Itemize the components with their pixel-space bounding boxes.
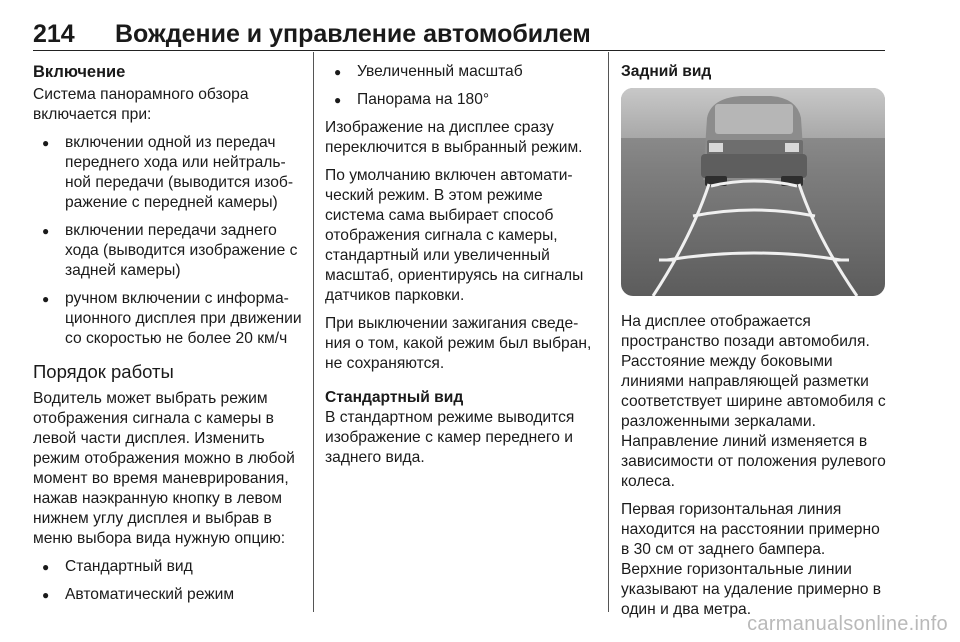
column-3 xyxy=(621,62,889,628)
chapter-title: Вождение и управление автомобилем xyxy=(115,20,591,48)
subheading-rear-view: Задний вид xyxy=(621,63,712,80)
view-options-list-cont xyxy=(325,62,597,110)
paragraph: В стандартном режиме выводится изображение с камер переднего и заднего вида. xyxy=(325,409,575,466)
page-header xyxy=(33,18,885,51)
paragraph: На дисплее отображается пространство позади автомобиля. Расстояние между боковыми линиями направляющей разметки соответствует ширине автомобиля с разложенными зеркалами. Направление линий изменяется в зависимости от положения рулевого колеса. xyxy=(621,313,886,490)
subheading-standard-view: Стандартный вид xyxy=(325,389,464,406)
view-options-list xyxy=(33,557,303,605)
paragraph: Первая горизонтальная линия находится на расстоянии примерно в 30 см от заднего бампера. Верхние горизонтальные линии указывают на удаление примерно в один и два метра. xyxy=(621,501,881,618)
intro-text: Система панорамного обзора включается при: xyxy=(33,86,249,123)
watermark: carmanualsonline.info xyxy=(747,613,948,635)
page-number: 214 xyxy=(33,20,75,48)
section-heading-activation: Включение xyxy=(33,63,126,81)
list-item: ● Увеличенный масштаб xyxy=(325,62,597,82)
list-item: ● Стандартный вид xyxy=(33,557,303,577)
section-heading-operation: Порядок работы xyxy=(33,361,174,382)
list-item: ● Автоматический режим xyxy=(33,585,303,605)
list-item: ● ручном включении с информационного дисплея при движении со скоростью не более 20 км/ч xyxy=(33,289,303,349)
paragraph: При выключении зажигания сведения о том, какой режим был выбран, не сохраняются. xyxy=(325,315,592,372)
paragraph: По умолчанию включен автоматический режим. В этом режиме система сама выбирает способ отображения сигнала с камеры, стандартный или увеличенный масштаб, ориентируясь на сигналы датчиков парковки. xyxy=(325,167,584,304)
list-item: ● включении одной из передач переднего хода или нейтральной передачи (выводится изображение с передней камеры) xyxy=(33,133,303,213)
column-divider xyxy=(313,52,314,612)
operation-text: Водитель может выбрать режим отображения сигнала с камеры в левой части дисплея. Изменить режим отображения можно в любой момент во время маневрирования, нажав наэкранную кнопку в левом нижнем углу дисплея и выбрав в меню выбора вида нужную опцию: xyxy=(33,390,295,547)
column-2 xyxy=(325,62,597,476)
column-divider xyxy=(608,52,609,612)
list-item: ● включении передачи заднего хода (выводится изображение с задней камеры) xyxy=(33,221,303,281)
list-item: ● Панорама на 180° xyxy=(325,90,597,110)
rear-camera-image xyxy=(621,88,885,296)
column-1 xyxy=(33,62,303,613)
rear-camera-illustration xyxy=(621,88,885,296)
activation-list xyxy=(33,133,303,349)
paragraph: Изображение на дисплее сразу переключится в выбранный режим. xyxy=(325,119,583,156)
